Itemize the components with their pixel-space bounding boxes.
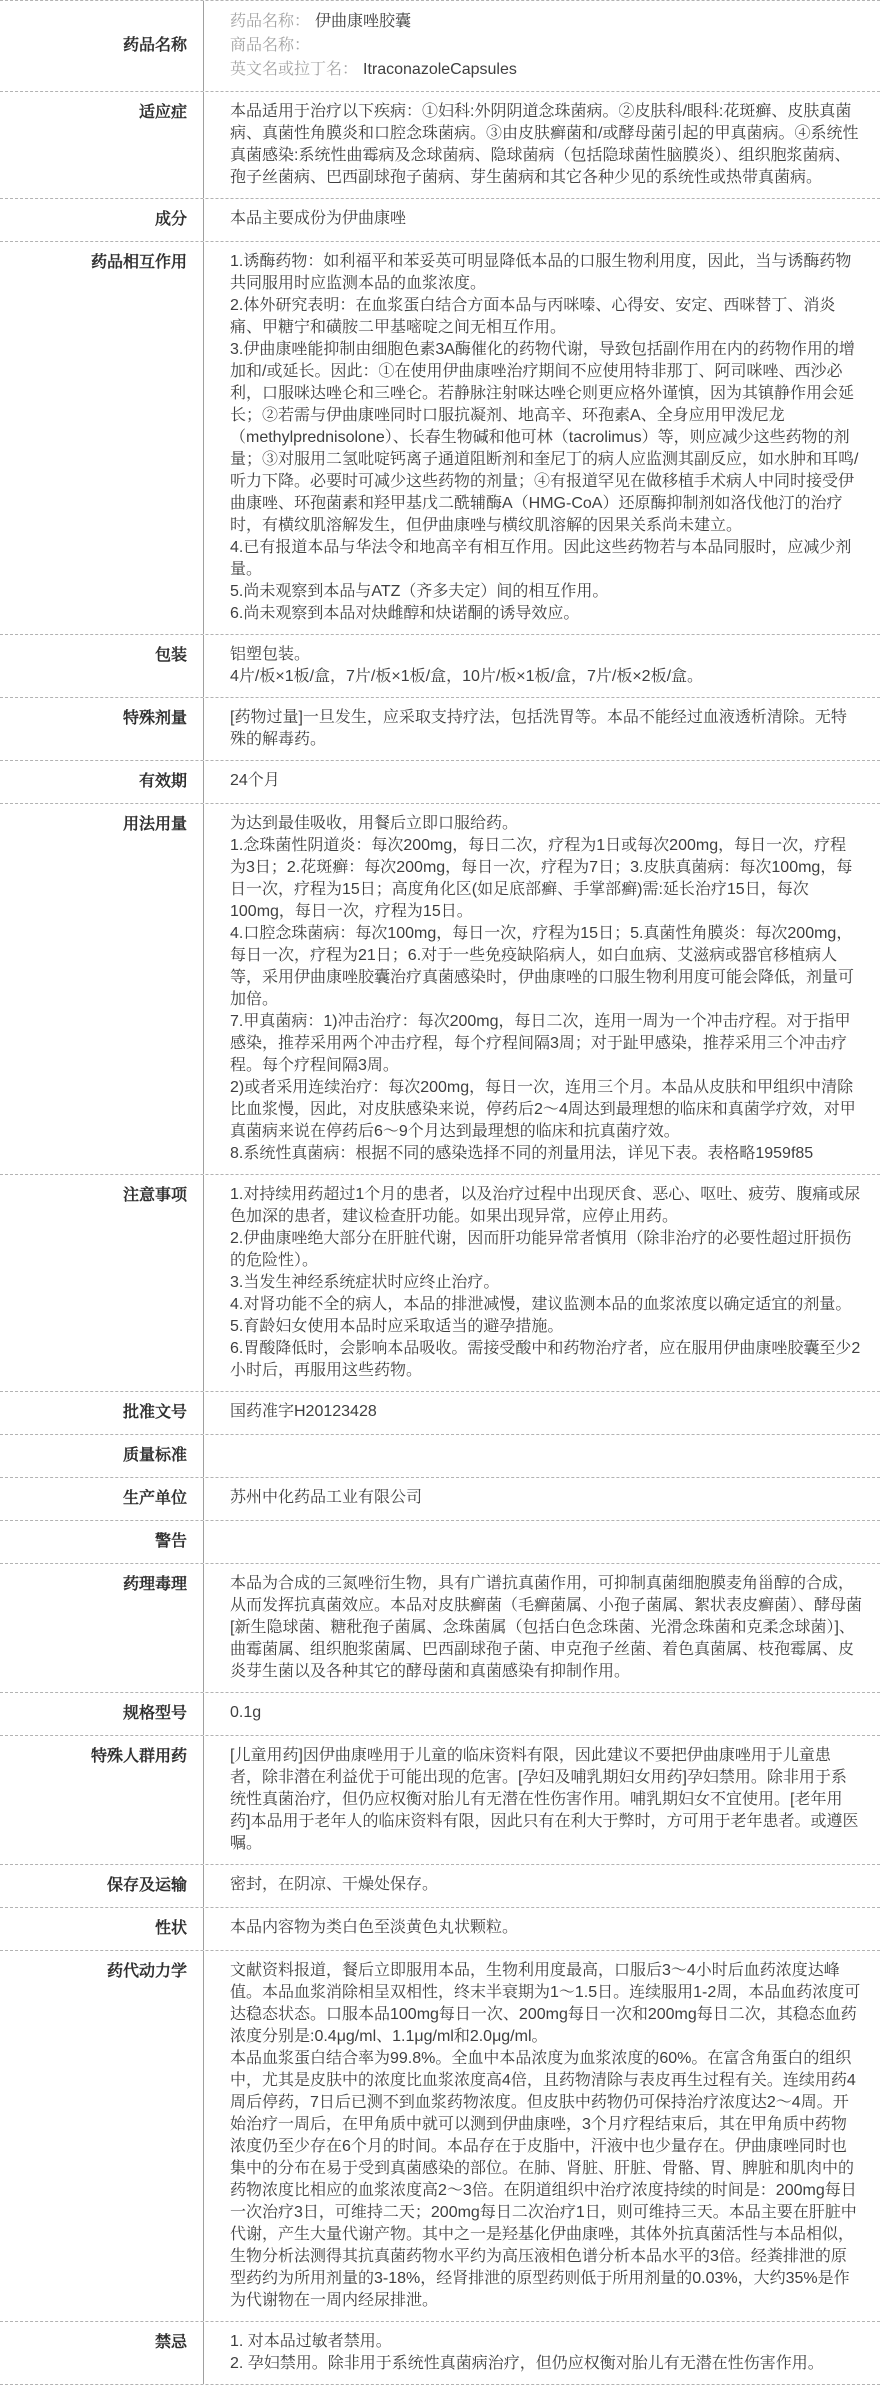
table-row: [0, 1865, 880, 1908]
paragraph: 24个月: [230, 772, 280, 789]
paragraph: 2.体外研究表明：在血浆蛋白结合方面本品与丙咪嗪、心得安、安定、西咪替丁、消炎痛、甲糖宁和磺胺二甲基嘧啶之间无相互作用。: [230, 297, 836, 336]
row-content: [204, 1392, 880, 1434]
field-label: 商品名称：: [230, 37, 311, 54]
paragraph: 苏州中化药品工业有限公司: [230, 1489, 423, 1506]
paragraph: 1. 对本品过敏者禁用。: [230, 2333, 392, 2350]
paragraph: 0.1g: [230, 1704, 262, 1721]
table-row: [0, 1392, 880, 1435]
paragraph: 7.甲真菌病：1)冲击治疗：每次200mg，每日二次，连用一周为一个冲击疗程。对于指甲感染，推荐采用两个冲击疗程，每个疗程间隔3周；对于趾甲感染，推荐采用三个冲击疗程。每个疗程间隔3周。: [230, 1013, 851, 1074]
paragraph: 4.口腔念珠菌病：每次100mg，每日一次，疗程为15日；5.真菌性角膜炎：每次200mg，每日一次，疗程为21日；6.对于一些免疫缺陷病人，如白血病、艾滋病或器官移植病人等，采用伊曲康唑胶囊治疗真菌感染时，伊曲康唑的口服生物利用度可能会降低，剂量可加倍。: [230, 925, 855, 1008]
row-label: 规格型号: [0, 1693, 204, 1735]
row-label: 用法用量: [0, 804, 204, 1174]
row-content: [204, 1175, 880, 1391]
table-row: [0, 1435, 880, 1478]
row-content: [204, 1908, 880, 1950]
paragraph: 4片/板×1板/盒，7片/板×1板/盒，10片/板×1板/盒，7片/板×2板/盒。: [230, 668, 704, 685]
row-content: [204, 199, 880, 241]
field-line: [230, 34, 862, 58]
row-content: [204, 1951, 880, 2321]
table-row: [0, 804, 880, 1175]
paragraph: 本品内容物为类白色至淡黄色丸状颗粒。: [230, 1919, 519, 1936]
paragraph: 国药准字H20123428: [230, 1403, 377, 1420]
row-content: [204, 1, 880, 91]
paragraph: 本品为合成的三氮唑衍生物，具有广谱抗真菌作用，可抑制真菌细胞膜麦角甾醇的合成，从而发挥抗真菌效应。本品对皮肤癣菌（毛癣菌属、小孢子菌属、絮状表皮癣菌）、酵母菌[新生隐球菌、糖秕孢子菌属、念珠菌属（包括白色念珠菌、光滑念珠菌和克柔念球菌）]、曲霉菌属、组织胞浆菌属、巴西副球孢子菌、申克孢子丝菌、着色真菌属、枝孢霉属、皮炎芽生菌以及各种其它的酵母菌和真菌感染有抑制作用。: [230, 1575, 863, 1680]
paragraph: 为达到最佳吸收，用餐后立即口服给药。: [230, 815, 519, 832]
row-content: [204, 761, 880, 803]
row-label: 药品名称: [0, 1, 204, 91]
paragraph: 2.伊曲康唑绝大部分在肝脏代谢，因而肝功能异常者慎用（除非治疗的必要性超过肝损伤的危险性）。: [230, 1230, 852, 1269]
row-label: 药理毒理: [0, 1564, 204, 1692]
paragraph: 8.系统性真菌病：根据不同的感染选择不同的剂量用法，详见下表。表格略1959f85: [230, 1145, 814, 1162]
row-content: [204, 1865, 880, 1907]
table-row: [0, 1175, 880, 1392]
table-row: [0, 1564, 880, 1693]
paragraph: 密封，在阴凉、干燥处保存。: [230, 1876, 439, 1893]
row-content: [204, 1435, 880, 1477]
field-line: [230, 10, 862, 34]
field-value: ItraconazoleCapsules: [363, 61, 517, 78]
row-label: 有效期: [0, 761, 204, 803]
table-row: [0, 1478, 880, 1521]
field-label: 药品名称：: [230, 13, 311, 30]
paragraph: 本品适用于治疗以下疾病：①妇科:外阴阴道念珠菌病。②皮肤科/眼科:花斑癣、皮肤真菌病、真菌性角膜炎和口腔念珠菌病。③由皮肤癣菌和/或酵母菌引起的甲真菌病。④系统性真菌感染:系统性曲霉病及念球菌病、隐球菌病（包括隐球菌性脑膜炎）、组织胞浆菌病、孢子丝菌病、巴西副球孢子菌病、芽生菌病和其它各种少见的系统性或热带真菌病。: [230, 103, 859, 186]
row-content: [204, 1736, 880, 1864]
table-row: [0, 242, 880, 635]
table-row: [0, 1736, 880, 1865]
paragraph: 1.诱酶药物：如利福平和苯妥英可明显降低本品的口服生物利用度，因此，当与诱酶药物共同服用时应监测本品的血浆浓度。: [230, 253, 852, 292]
paragraph: 铝塑包装。: [230, 646, 311, 663]
paragraph: 6.尚未观察到本品对炔雌醇和炔诺酮的诱导效应。: [230, 605, 580, 622]
paragraph: [药物过量]一旦发生，应采取支持疗法，包括洗胃等。本品不能经过血液透析清除。无特殊的解毒药。: [230, 709, 847, 748]
paragraph: 5.尚未观察到本品与ATZ（齐多夫定）间的相互作用。: [230, 583, 609, 600]
table-row: [0, 761, 880, 804]
table-row: [0, 1521, 880, 1564]
paragraph: 1.念珠菌性阴道炎：每次200mg，每日二次，疗程为1日或每次200mg，每日一次，疗程为3日；2.花斑癣：每次200mg，每日一次，疗程为7日；3.皮肤真菌病：每次100mg，每日一次，疗程为15日；高度角化区(如足底部癣、手掌部癣)需:延长治疗15日，每次100mg，每日一次，疗程为15日。: [230, 837, 853, 920]
row-label: 禁忌: [0, 2322, 204, 2384]
paragraph: [儿童用药]因伊曲康唑用于儿童的临床资料有限，因此建议不要把伊曲康唑用于儿童患者，除非潜在利益优于可能出现的危害。[孕妇及哺乳期妇女用药]孕妇禁用。除非用于系统性真菌治疗，但仍应权衡对胎儿有无潜在性伤害作用。哺乳期妇女不宜使用。[老年用药]本品用于老年人的临床资料有限，因此只有在利大于弊时，方可用于老年患者。或遵医嘱。: [230, 1747, 859, 1852]
field-label: 英文名或拉丁名：: [230, 61, 359, 78]
row-content: [204, 2322, 880, 2384]
row-label: 成分: [0, 199, 204, 241]
table-row: [0, 92, 880, 199]
table-row: [0, 698, 880, 761]
paragraph: 6.胃酸降低时，会影响本品吸收。需接受酸中和药物治疗者，应在服用伊曲康唑胶囊至少2小时后，再服用这些药物。: [230, 1340, 861, 1379]
table-row: [0, 1, 880, 92]
table-row: [0, 1908, 880, 1951]
row-label: 药代动力学: [0, 1951, 204, 2321]
row-label: 性状: [0, 1908, 204, 1950]
row-content: [204, 92, 880, 198]
paragraph: 2. 孕妇禁用。除非用于系统性真菌病治疗，但仍应权衡对胎儿有无潜在性伤害作用。: [230, 2355, 824, 2372]
row-label: 批准文号: [0, 1392, 204, 1434]
row-label: 质量标准: [0, 1435, 204, 1477]
row-label: 特殊人群用药: [0, 1736, 204, 1864]
paragraph: 2)或者采用连续治疗：每次200mg，每日一次，连用三个月。本品从皮肤和甲组织中清除比血浆慢，因此，对皮肤感染来说，停药后2～4周达到最理想的临床和真菌学疗效，对甲真菌病来说在停药后6～9个月达到最理想的临床和抗真菌疗效。: [230, 1079, 856, 1140]
row-label: 生产单位: [0, 1478, 204, 1520]
table-row: [0, 1693, 880, 1736]
paragraph: 4.对肾功能不全的病人，本品的排泄减慢，建议监测本品的血浆浓度以确定适宜的剂量。: [230, 1296, 852, 1313]
row-content: [204, 1693, 880, 1735]
paragraph: 3.当发生神经系统症状时应终止治疗。: [230, 1274, 500, 1291]
paragraph: 1.对持续用药超过1个月的患者，以及治疗过程中出现厌食、恶心、呕吐、疲劳、腹痛或尿色加深的患者，建议检查肝功能。如果出现异常，应停止用药。: [230, 1186, 861, 1225]
row-content: [204, 804, 880, 1174]
field-line: [230, 58, 862, 82]
row-content: [204, 1521, 880, 1563]
field-value: 伊曲康唑胶囊: [315, 13, 412, 30]
table-row: [0, 199, 880, 242]
paragraph: 文献资料报道，餐后立即服用本品，生物利用度最高，口服后3～4小时后血药浓度达峰值。本品血浆消除相呈双相性，终末半衰期为1～1.5日。连续服用1-2周，本品血药浓度可达稳态状态。口服本品100mg每日一次、200mg每日一次和200mg每日二次，其稳态血药浓度分别是:0.4μg/ml、1.1μg/ml和2.0μg/ml。: [230, 1962, 861, 2045]
row-label: 适应症: [0, 92, 204, 198]
row-label: 警告: [0, 1521, 204, 1563]
paragraph: 5.育龄妇女使用本品时应采取适当的避孕措施。: [230, 1318, 564, 1335]
row-content: [204, 242, 880, 634]
row-label: 注意事项: [0, 1175, 204, 1391]
paragraph: 本品主要成份为伊曲康唑: [230, 210, 407, 227]
row-label: 药品相互作用: [0, 242, 204, 634]
table-row: [0, 1951, 880, 2322]
row-content: [204, 635, 880, 697]
table-row: [0, 2322, 880, 2385]
paragraph: 3.伊曲康唑能抑制由细胞色素3A酶催化的药物代谢，导致包括副作用在内的药物作用的增加和/或延长。因此：①在使用伊曲康唑治疗期间不应使用特非那丁、阿司咪唑、西沙必利，口服咪达唑仑和三唑仑。若静脉注射咪达唑仑则更应格外谨慎，因为其镇静作用会延长；②若需与伊曲康唑同时口服抗凝剂、地高辛、环孢素A、全身应用甲泼尼龙（methylprednisolone）、长春生物碱和他可林（tacrolimus）等，则应减少这些药物的剂量；③对服用二氢吡啶钙离子通道阻断剂和奎尼丁的病人应监测其副反应，如水肿和耳鸣/听力下降。必要时可减少这些药物的剂量；④有报道罕见在做移植手术病人中同时接受伊曲康唑、环孢菌素和羟甲基戊二酰辅酶A（HMG-CoA）还原酶抑制剂如洛伐他汀的治疗时，有横纹肌溶解发生，但伊曲康唑与横纹肌溶解的因果关系尚未建立。: [230, 341, 859, 534]
table-row: [0, 635, 880, 698]
row-content: [204, 698, 880, 760]
paragraph: 4.已有报道本品与华法令和地高辛有相互作用。因此这些药物若与本品同服时，应减少剂量。: [230, 539, 852, 578]
paragraph: 本品血浆蛋白结合率为99.8%。全血中本品浓度为血浆浓度的60%。在富含角蛋白的组织中，尤其是皮肤中的浓度比血浆浓度高4倍，且药物清除与表皮再生过程有关。连续用药4周后停药，7日后已测不到血浆药物浓度。但皮肤中药物仍可保持治疗浓度达2～4周。开始治疗一周后，在甲角质中就可以测到伊曲康唑，3个月疗程结束后，其在甲角质中药物浓度仍至少存在6个月的时间。本品存在于皮脂中，汗液中也少量存在。伊曲康唑同时也集中的分布在易于受到真菌感染的部位。在肺、肾脏、肝脏、骨骼、胃、脾脏和肌肉中的药物浓度比相应的血浆浓度高2～3倍。在阴道组织中治疗浓度持续的时间是：200mg每日一次治疗3日，可维持二天；200mg每日二次治疗1日，则可维持三天。本品主要在肝脏中代谢，产生大量代谢产物。其中之一是羟基化伊曲康唑，其体外抗真菌活性与本品相似，生物分析法测得其抗真菌药物水平约为高压液相色谱分析本品水平的3倍。经粪排泄的原型药约为所用剂量的3-18%，经肾排泄的原型药则低于所用剂量的0.03%，大约35%是作为代谢物在一周内经尿排泄。: [230, 2050, 857, 2309]
row-content: [204, 1478, 880, 1520]
row-label: 包装: [0, 635, 204, 697]
row-label: 保存及运输: [0, 1865, 204, 1907]
row-content: [204, 1564, 880, 1692]
row-label: 特殊剂量: [0, 698, 204, 760]
